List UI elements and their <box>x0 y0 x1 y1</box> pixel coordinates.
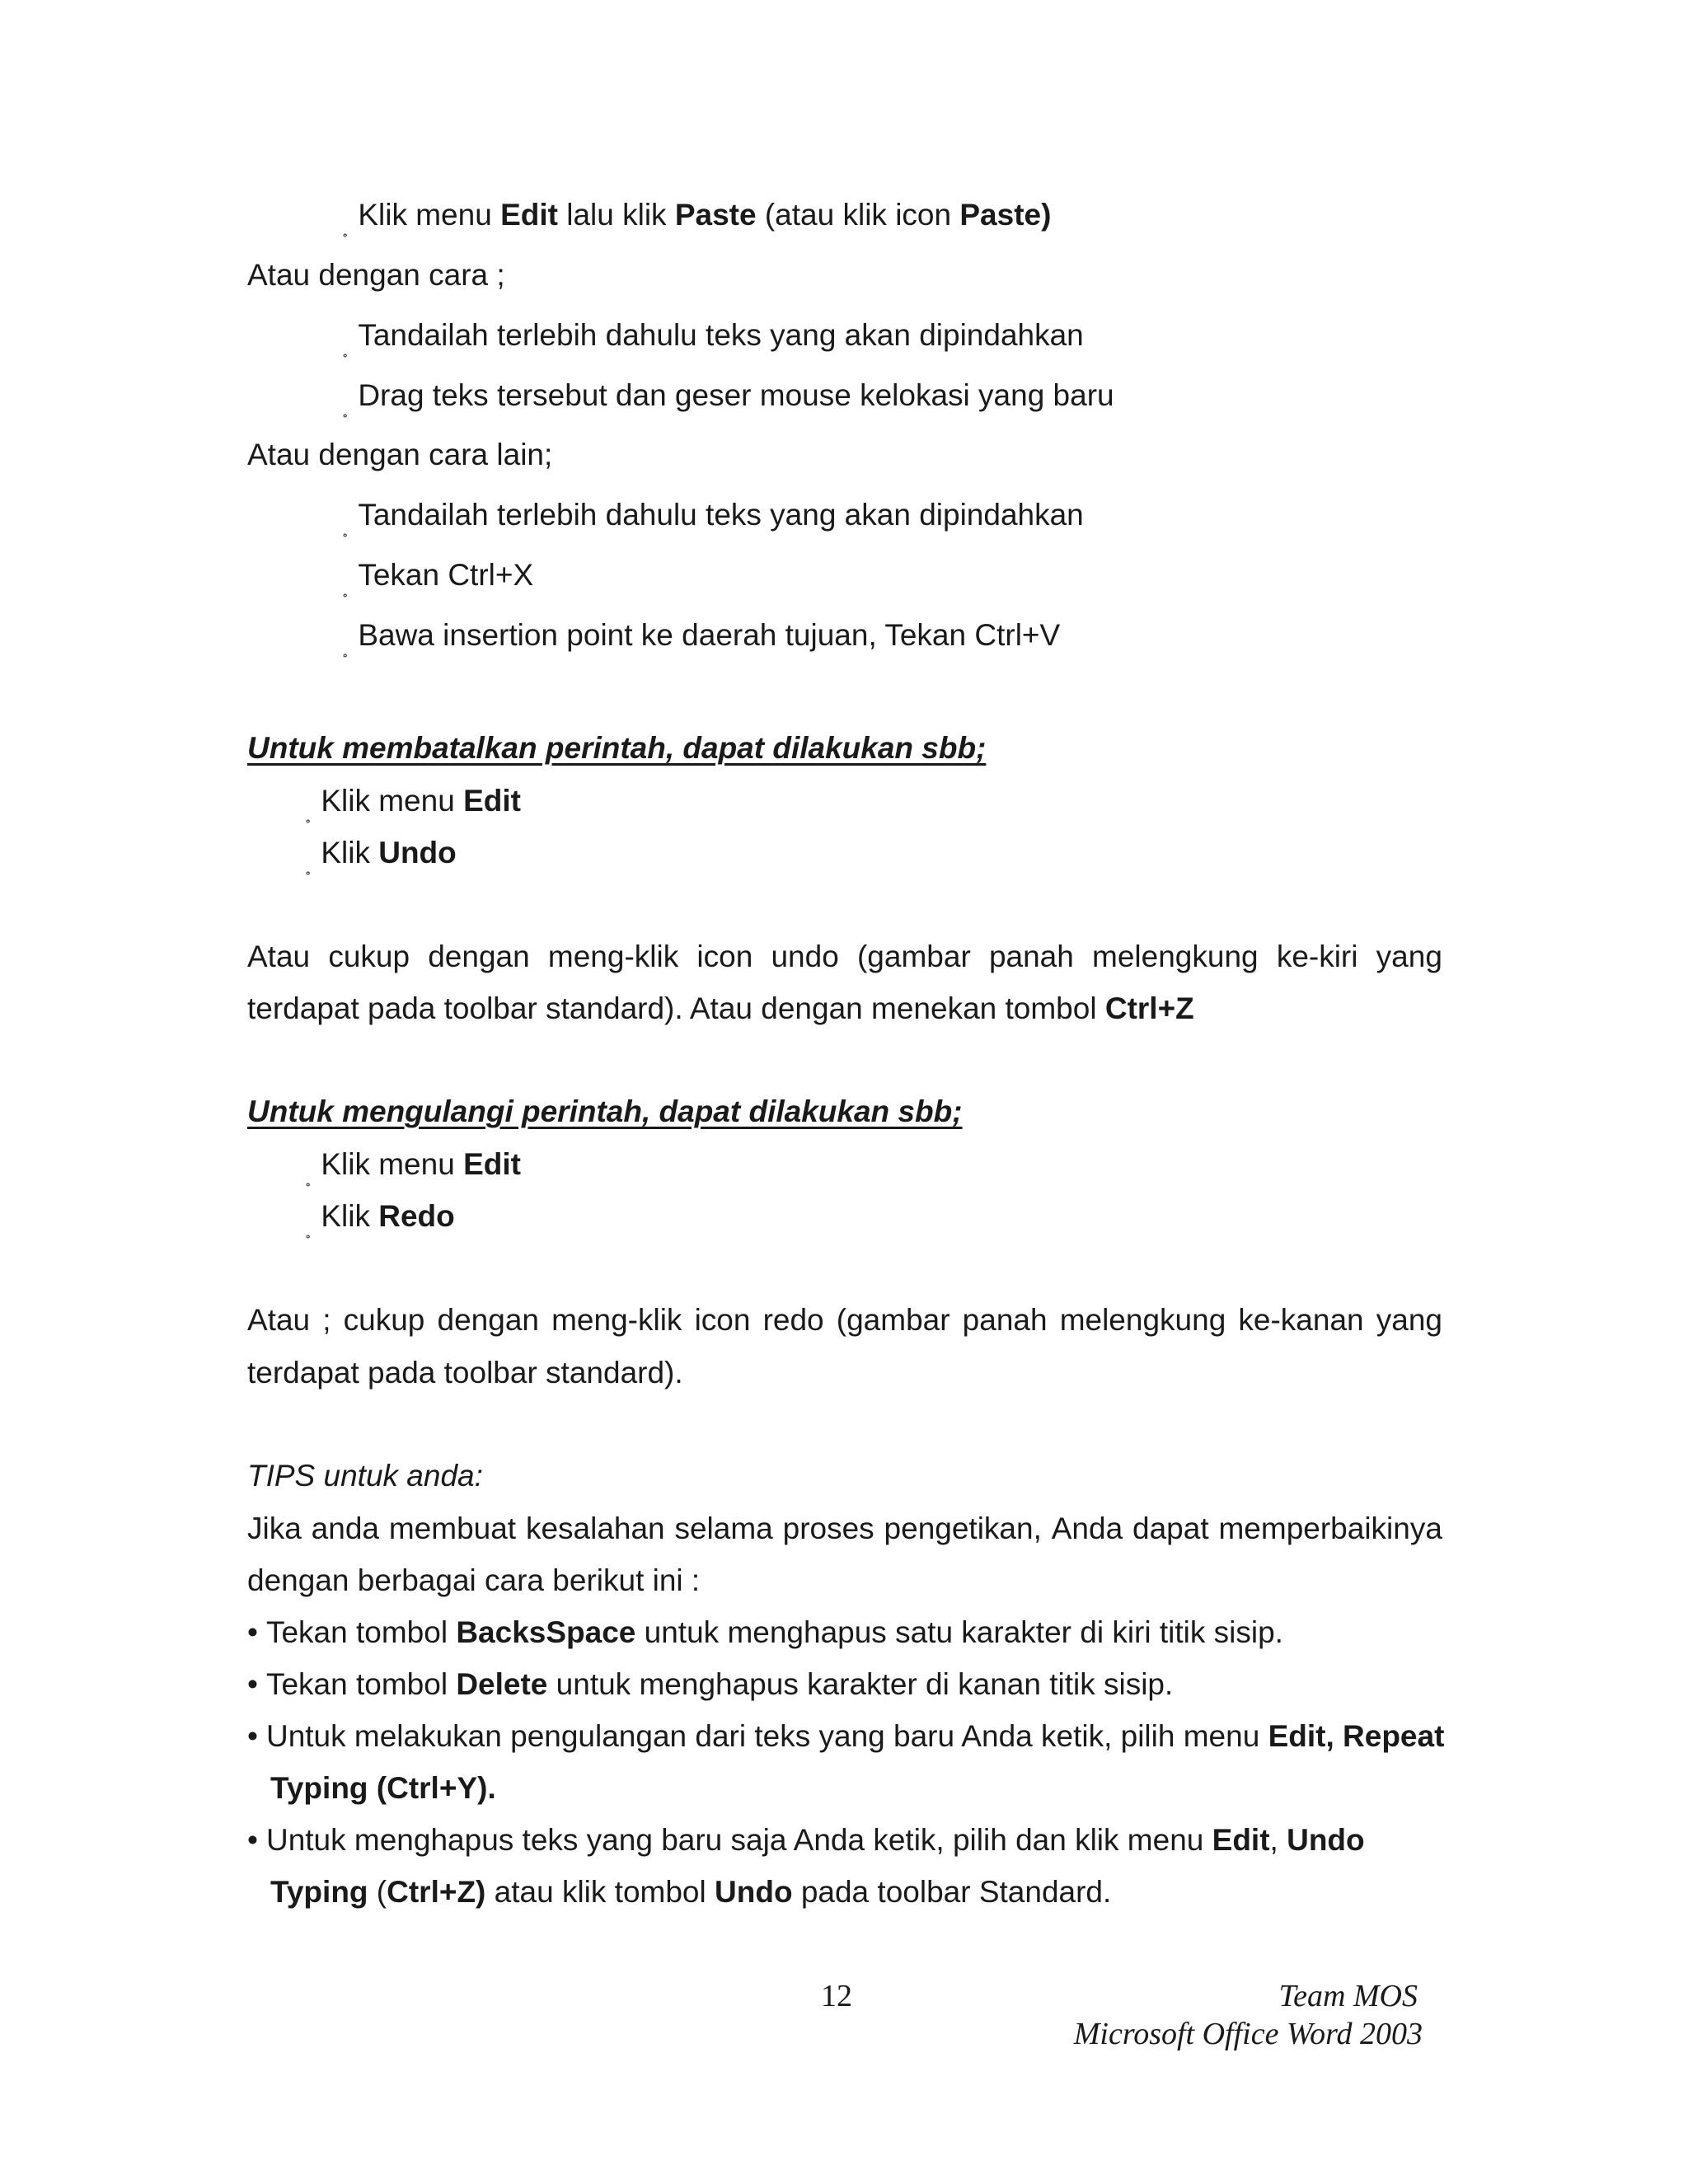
undo-step-click: $_˳$ Klik Undo <box>305 836 457 875</box>
undo-paragraph-line-1: Atau cukup dengan meng-klik icon undo (gambar panah melengkung ke-kiri yang <box>247 940 1442 973</box>
bullet-marker: ˳ <box>342 517 349 537</box>
redo-step-click: $_˳$ Klik Redo <box>305 1199 455 1239</box>
bullet-marker: ˳ <box>342 337 349 358</box>
page-number: 12 <box>821 1979 852 2013</box>
drag-step-select: $_˳$ Tandailah terlebih dahulu teks yang akan dipindahkan <box>342 318 1084 358</box>
tip-undo-line-1: • Untuk menghapus teks yang baru saja Anda ketik, pilih dan klik menu Edit, Undo <box>247 1823 1365 1857</box>
tip-backspace: • Tekan tombol BacksSpace untuk menghapus satu karakter di kiri titik sisip. <box>247 1615 1283 1649</box>
tips-intro-line-1: Jika anda membuat kesalahan selama proses pengetikan, Anda dapat memperbaikinya <box>247 1511 1442 1545</box>
bullet-marker: ˳ <box>342 217 349 237</box>
tip-repeat-line-1: • Untuk melakukan pengulangan dari teks yang baru Anda ketik, pilih menu Edit, Repeat <box>247 1719 1445 1753</box>
tips-title: TIPS untuk anda: <box>247 1459 483 1493</box>
bullet-marker: ˳ <box>342 637 349 658</box>
bullet-marker: ˳ <box>342 577 349 598</box>
tip-repeat-line-2: Typing (Ctrl+Y). <box>270 1771 496 1805</box>
undo-step-menu: $_˳$ Klik menu Edit <box>305 784 521 823</box>
undo-paragraph-line-2: terdapat pada toolbar standard). Atau dengan menekan tombol Ctrl+Z <box>247 991 1194 1025</box>
tip-undo-line-2: Typing (Ctrl+Z) atau klik tombol Undo pada toolbar Standard. <box>270 1875 1112 1909</box>
bullet-marker: ˳ <box>342 397 349 418</box>
alternative-intro-2: Atau dengan cara lain; <box>247 438 553 471</box>
drag-step-drag: $_˳$ Drag teks tersebut dan geser mouse kelokasi yang baru <box>342 378 1114 418</box>
redo-heading: Untuk mengulangi perintah, dapat dilakukan sbb; <box>247 1094 963 1128</box>
bullet-dot: • <box>247 1823 258 1857</box>
bullet-dot: • <box>247 1615 258 1649</box>
tips-intro-line-2: dengan berbagai cara berikut ini : <box>247 1563 701 1597</box>
bullet-marker: ˳ <box>305 1166 312 1187</box>
tip-delete: • Tekan tombol Delete untuk menghapus karakter di kanan titik sisip. <box>247 1667 1174 1701</box>
key-step-cut: $_˳$ Tekan Ctrl+X <box>342 558 534 598</box>
bullet-marker: ˳ <box>305 855 312 875</box>
step-edit-paste: $_˳$ Klik menu Edit lalu klik Paste (atau klik icon Paste) <box>342 198 1052 237</box>
bullet-dot: • <box>247 1667 258 1701</box>
key-step-select: $_˳$ Tandailah terlebih dahulu teks yang akan dipindahkan <box>342 498 1084 537</box>
redo-paragraph-line-1: Atau ; cukup dengan meng-klik icon redo (gambar panah melengkung ke-kanan yang <box>247 1303 1442 1337</box>
bullet-marker: ˳ <box>305 803 312 823</box>
redo-paragraph-line-2: terdapat pada toolbar standard). <box>247 1356 683 1390</box>
alternative-intro-1: Atau dengan cara ; <box>247 258 505 292</box>
redo-step-menu: $_˳$ Klik menu Edit <box>305 1147 521 1187</box>
bullet-dot: • <box>247 1719 258 1753</box>
bullet-marker: ˳ <box>305 1218 312 1239</box>
footer-team: Team MOS <box>1278 1979 1418 2013</box>
footer-product: Microsoft Office Word 2003 <box>1073 2017 1423 2051</box>
undo-heading: Untuk membatalkan perintah, dapat dilakukan sbb; <box>247 731 987 765</box>
key-step-paste: $_˳$ Bawa insertion point ke daerah tujuan, Tekan Ctrl+V <box>342 618 1061 658</box>
